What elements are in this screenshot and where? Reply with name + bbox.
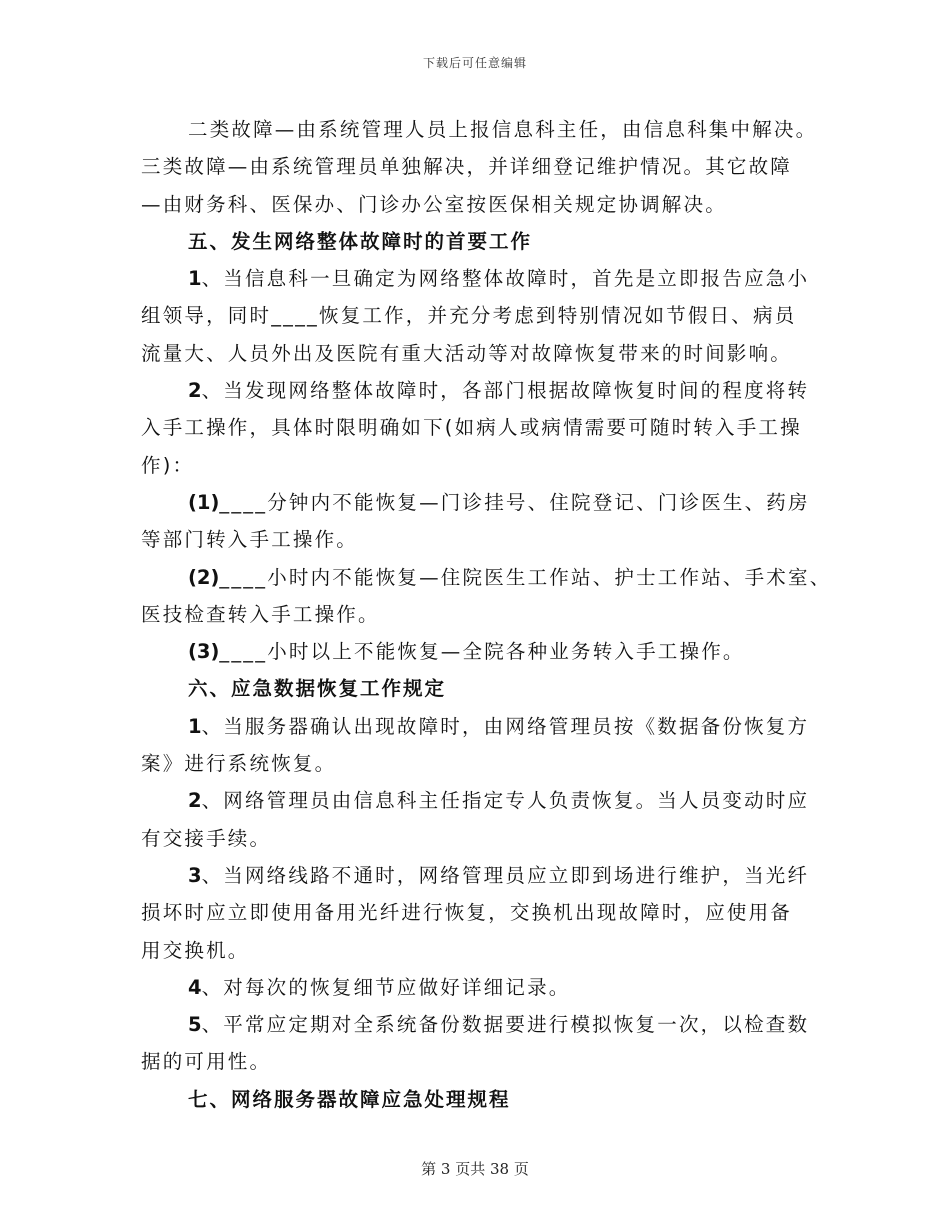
paragraph-line (141, 1006, 821, 1043)
item-number: (1) (188, 490, 220, 514)
line-text: —由财务科、医保办、门诊办公室按医保相关规定协调解决。 (141, 192, 727, 216)
paragraph-line (141, 932, 821, 969)
line-text: ____分钟内不能恢复—门诊挂号、住院登记、门诊医生、药房 (219, 490, 810, 514)
line-text: 有交接手续。 (141, 826, 272, 850)
line-text: 、网络管理员由信息科主任指定专人负责恢复。当人员变动时应 (201, 789, 810, 813)
line-text: 入手工操作，具体时限明确如下(如病人或病情需要可随时转入手工操 (141, 416, 802, 440)
paragraph-line (141, 708, 821, 745)
paragraph-line (141, 1043, 821, 1080)
item-number: 2 (188, 789, 202, 813)
paragraph-line (141, 409, 821, 446)
section-heading (141, 223, 821, 260)
line-text: 作)： (141, 453, 195, 477)
paragraph-line (141, 148, 821, 185)
page-footer: 第 3 页共 38 页 (421, 1160, 529, 1178)
line-text: 用交换机。 (141, 938, 250, 962)
line-text: 损坏时应立即使用备用光纤进行恢复，交换机出现故障时，应使用备 (141, 901, 793, 925)
line-text: 、当网络线路不通时，网络管理员应立即到场进行维护，当光纤 (201, 863, 810, 887)
item-number: 1 (188, 714, 202, 738)
item-number: 5 (188, 1013, 202, 1037)
paragraph-line (141, 596, 821, 633)
paragraph-line (141, 260, 821, 297)
item-number: 4 (188, 975, 202, 999)
paragraph-line (141, 335, 821, 372)
line-text: 组领导，同时____恢复工作，并充分考虑到特别情况如节假日、病员 (141, 304, 797, 328)
item-number: 3 (188, 863, 202, 887)
list-item-line (141, 559, 832, 596)
item-number: 1 (188, 267, 202, 291)
heading-text: 七、网络服务器故障应急处理规程 (188, 1087, 511, 1111)
line-text: 流量大、人员外出及医院有重大活动等对故障恢复带来的时间影响。 (141, 341, 793, 365)
line-text: 案》进行系统恢复。 (141, 752, 337, 776)
paragraph-line (141, 782, 821, 819)
item-number: (3) (188, 640, 220, 664)
item-number: 2 (188, 379, 202, 403)
line-text: 、当发现网络整体故障时，各部门根据故障恢复时间的程度将转 (201, 379, 810, 403)
line-text: 、平常应定期对全系统备份数据要进行模拟恢复一次，以检查数 (201, 1013, 810, 1037)
list-item-line (141, 633, 821, 670)
paragraph-line (141, 297, 821, 334)
line-text: 二类故障—由系统管理人员上报信息科主任，由信息科集中解决。 (188, 118, 818, 141)
paragraph-line (141, 372, 821, 409)
line-text: 三类故障—由系统管理员单独解决，并详细登记维护情况。其它故障 (141, 155, 793, 179)
line-text: 医技检查转入手工操作。 (141, 602, 380, 626)
list-item-line (141, 484, 821, 521)
line-text: ____小时以上不能恢复—全院各种业务转入手工操作。 (219, 640, 745, 664)
line-text: 据的可用性。 (141, 1050, 272, 1074)
line-text: 、当信息科一旦确定为网络整体故障时，首先是立即报告应急小 (201, 267, 810, 291)
paragraph-line (141, 857, 821, 894)
paragraph-line (141, 745, 821, 782)
heading-text: 六、应急数据恢复工作规定 (188, 677, 447, 701)
section-heading (141, 670, 821, 707)
paragraph-line (141, 969, 821, 1006)
paragraph-line (141, 894, 821, 931)
item-number: (2) (188, 565, 220, 589)
paragraph-line (141, 521, 821, 558)
line-text: ____小时内不能恢复—住院医生工作站、护士工作站、手术室、 (219, 565, 832, 589)
paragraph-line (141, 820, 821, 857)
heading-text: 五、发生网络整体故障时的首要工作 (188, 229, 533, 253)
line-text: 、对每次的恢复细节应做好详细记录。 (201, 975, 571, 999)
paragraph-line (141, 186, 821, 223)
line-text: 等部门转入手工操作。 (141, 528, 359, 552)
paragraph-line (141, 111, 821, 148)
document-body (141, 111, 832, 1118)
paragraph-line (141, 447, 821, 484)
line-text: 、当服务器确认出现故障时，由网络管理员按《数据备份恢复方 (201, 714, 810, 738)
section-heading (141, 1081, 821, 1118)
page-header: 下载后可任意编辑 (422, 56, 527, 70)
